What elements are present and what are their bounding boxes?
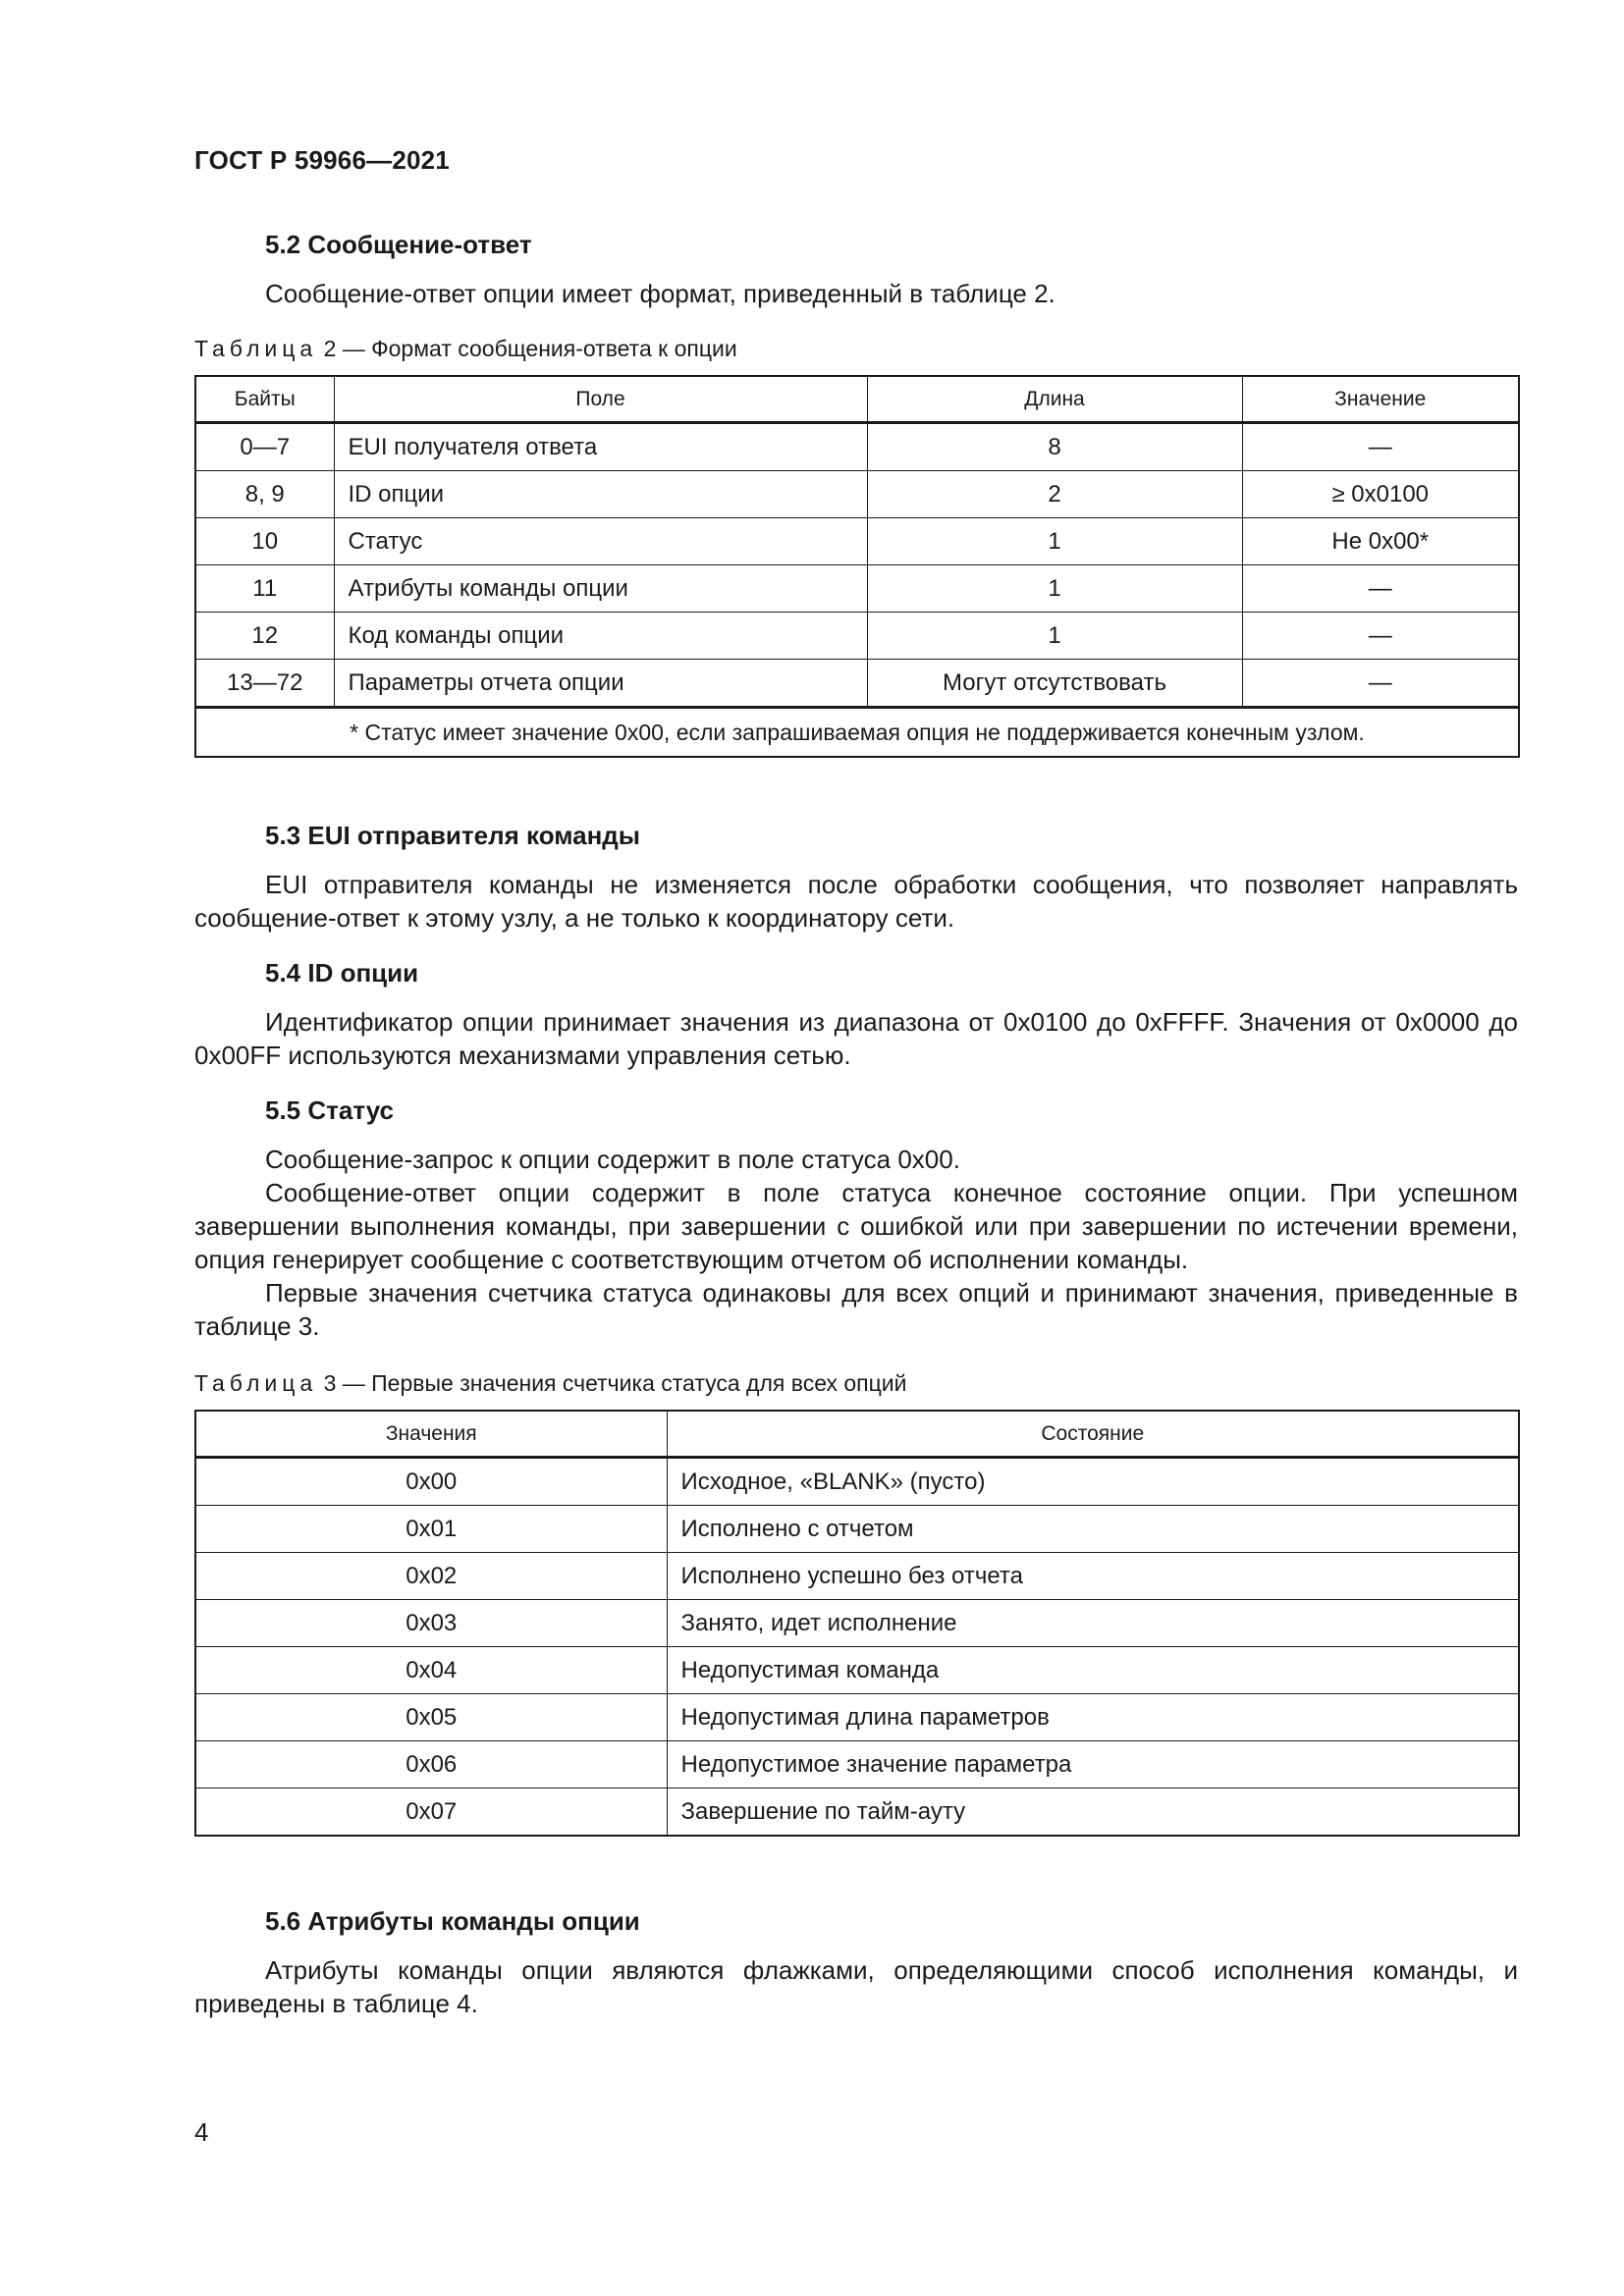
table-2-header-cell: Длина: [867, 376, 1242, 423]
table-cell: 10: [195, 518, 334, 565]
table-cell: Исполнено с отчетом: [667, 1506, 1519, 1553]
table-cell: Статус: [334, 518, 867, 565]
section-5-2-title: 5.2 Сообщение-ответ: [265, 230, 532, 259]
table-2-caption-rest: 2 — Формат сообщения-ответа к опции: [317, 336, 737, 361]
table-cell: —: [1242, 613, 1519, 660]
table-cell: Завершение по тайм-ауту: [667, 1789, 1519, 1837]
table-cell: Параметры отчета опции: [334, 660, 867, 708]
table-row: [195, 423, 1519, 471]
table-cell: 1: [867, 613, 1242, 660]
table-cell: 12: [195, 613, 334, 660]
table-2-header-cell: Поле: [334, 376, 867, 423]
section-5-6-text: Атрибуты команды опции являются флажками, определяющими способ исполнения команды, и приведены в таблице 4.: [194, 1955, 1518, 2018]
table-2-header-cell: Байты: [195, 376, 334, 423]
table-cell: Атрибуты команды опции: [334, 565, 867, 613]
table-3-header-row: [195, 1411, 1519, 1458]
table-row: [195, 1600, 1519, 1647]
table-row: [195, 1506, 1519, 1553]
table-3-caption: [194, 1370, 906, 1397]
table-3-caption-word: Таблица: [194, 1370, 318, 1396]
standard-header: ГОСТ Р 59966—2021: [194, 145, 450, 175]
table-row: [195, 1458, 1519, 1506]
section-5-5-title: 5.5 Статус: [265, 1095, 394, 1125]
table-cell: 1: [867, 565, 1242, 613]
table-cell: Недопустимая длина параметров: [667, 1694, 1519, 1741]
table-cell: 0x05: [195, 1694, 667, 1741]
table-3-header-cell: Состояние: [667, 1411, 1519, 1458]
table-cell: 1: [867, 518, 1242, 565]
section-5-5-p1: Сообщение-запрос к опции содержит в поле статуса 0x00.: [265, 1145, 960, 1174]
table-cell: —: [1242, 423, 1519, 471]
table-2-footnote: * Статус имеет значение 0x00, если запрашиваемая опция не поддерживается конечным узлом.: [195, 708, 1519, 758]
table-row: [195, 518, 1519, 565]
table-cell: Не 0x00*: [1242, 518, 1519, 565]
table-cell: 2: [867, 471, 1242, 518]
table-2-header-row: [195, 376, 1519, 423]
table-cell: ≥ 0x0100: [1242, 471, 1519, 518]
table-row: [195, 1694, 1519, 1741]
document-page: [194, 0, 1518, 2296]
table-cell: Код команды опции: [334, 613, 867, 660]
table-cell: 0x00: [195, 1458, 667, 1506]
table-cell: 0x01: [195, 1506, 667, 1553]
table-cell: —: [1242, 565, 1519, 613]
table-row: [195, 471, 1519, 518]
table-cell: 0x04: [195, 1647, 667, 1694]
section-5-4-title: 5.4 ID опции: [265, 958, 419, 988]
page-number: 4: [194, 2117, 209, 2147]
section-5-6-title: 5.6 Атрибуты команды опции: [265, 1906, 640, 1936]
table-cell: Могут отсутствовать: [867, 660, 1242, 708]
table-3: [194, 1410, 1520, 1837]
table-cell: 8: [867, 423, 1242, 471]
table-cell: Занято, идет исполнение: [667, 1600, 1519, 1647]
table-cell: 0—7: [195, 423, 334, 471]
table-2-caption-word: Таблица: [194, 336, 318, 361]
table-cell: 11: [195, 565, 334, 613]
table-cell: Недопустимое значение параметра: [667, 1741, 1519, 1789]
table-row: [195, 660, 1519, 708]
section-5-5-p3: Первые значения счетчика статуса одинаковы для всех опций и принимают значения, приведенные в таблице 3.: [194, 1278, 1518, 1341]
table-footnote-row: [195, 708, 1519, 758]
section-5-5-p2: Сообщение-ответ опции содержит в поле статуса конечное состояние опции. При успешном завершении выполнения команды, при завершении с ошибкой или при завершении по истечении времени, опция генерирует сообщение с соответствующим отчетом об исполнении команды.: [194, 1178, 1518, 1274]
table-cell: 0x03: [195, 1600, 667, 1647]
section-5-3-title: 5.3 EUI отправителя команды: [265, 821, 640, 850]
table-row: [195, 613, 1519, 660]
table-row: [195, 1789, 1519, 1837]
table-row: [195, 1647, 1519, 1694]
table-cell: 0x07: [195, 1789, 667, 1837]
section-5-2-text: Сообщение-ответ опции имеет формат, приведенный в таблице 2.: [265, 279, 1056, 308]
table-cell: Недопустимая команда: [667, 1647, 1519, 1694]
table-3-caption-rest: 3 — Первые значения счетчика статуса для всех опций: [317, 1370, 907, 1396]
section-5-3-text: EUI отправителя команды не изменяется после обработки сообщения, что позволяет направлять сообщение-ответ к этому узлу, а не только к координатору сети.: [194, 870, 1518, 933]
table-row: [195, 1741, 1519, 1789]
table-row: [195, 565, 1519, 613]
table-cell: EUI получателя ответа: [334, 423, 867, 471]
section-5-4-text: Идентификатор опции принимает значения из диапазона от 0x0100 до 0xFFFF. Значения от 0x0000 до 0x00FF используются механизмами управления сетью.: [194, 1007, 1518, 1070]
table-2-header-cell: Значение: [1242, 376, 1519, 423]
table-cell: ID опции: [334, 471, 867, 518]
table-2-caption: [194, 336, 737, 362]
table-cell: Исполнено успешно без отчета: [667, 1553, 1519, 1600]
table-cell: Исходное, «BLANK» (пусто): [667, 1458, 1519, 1506]
table-cell: 0x02: [195, 1553, 667, 1600]
table-row: [195, 1553, 1519, 1600]
table-3-header-cell: Значения: [195, 1411, 667, 1458]
table-cell: 8, 9: [195, 471, 334, 518]
table-cell: 13—72: [195, 660, 334, 708]
table-cell: 0x06: [195, 1741, 667, 1789]
table-2: [194, 375, 1520, 758]
table-cell: —: [1242, 660, 1519, 708]
